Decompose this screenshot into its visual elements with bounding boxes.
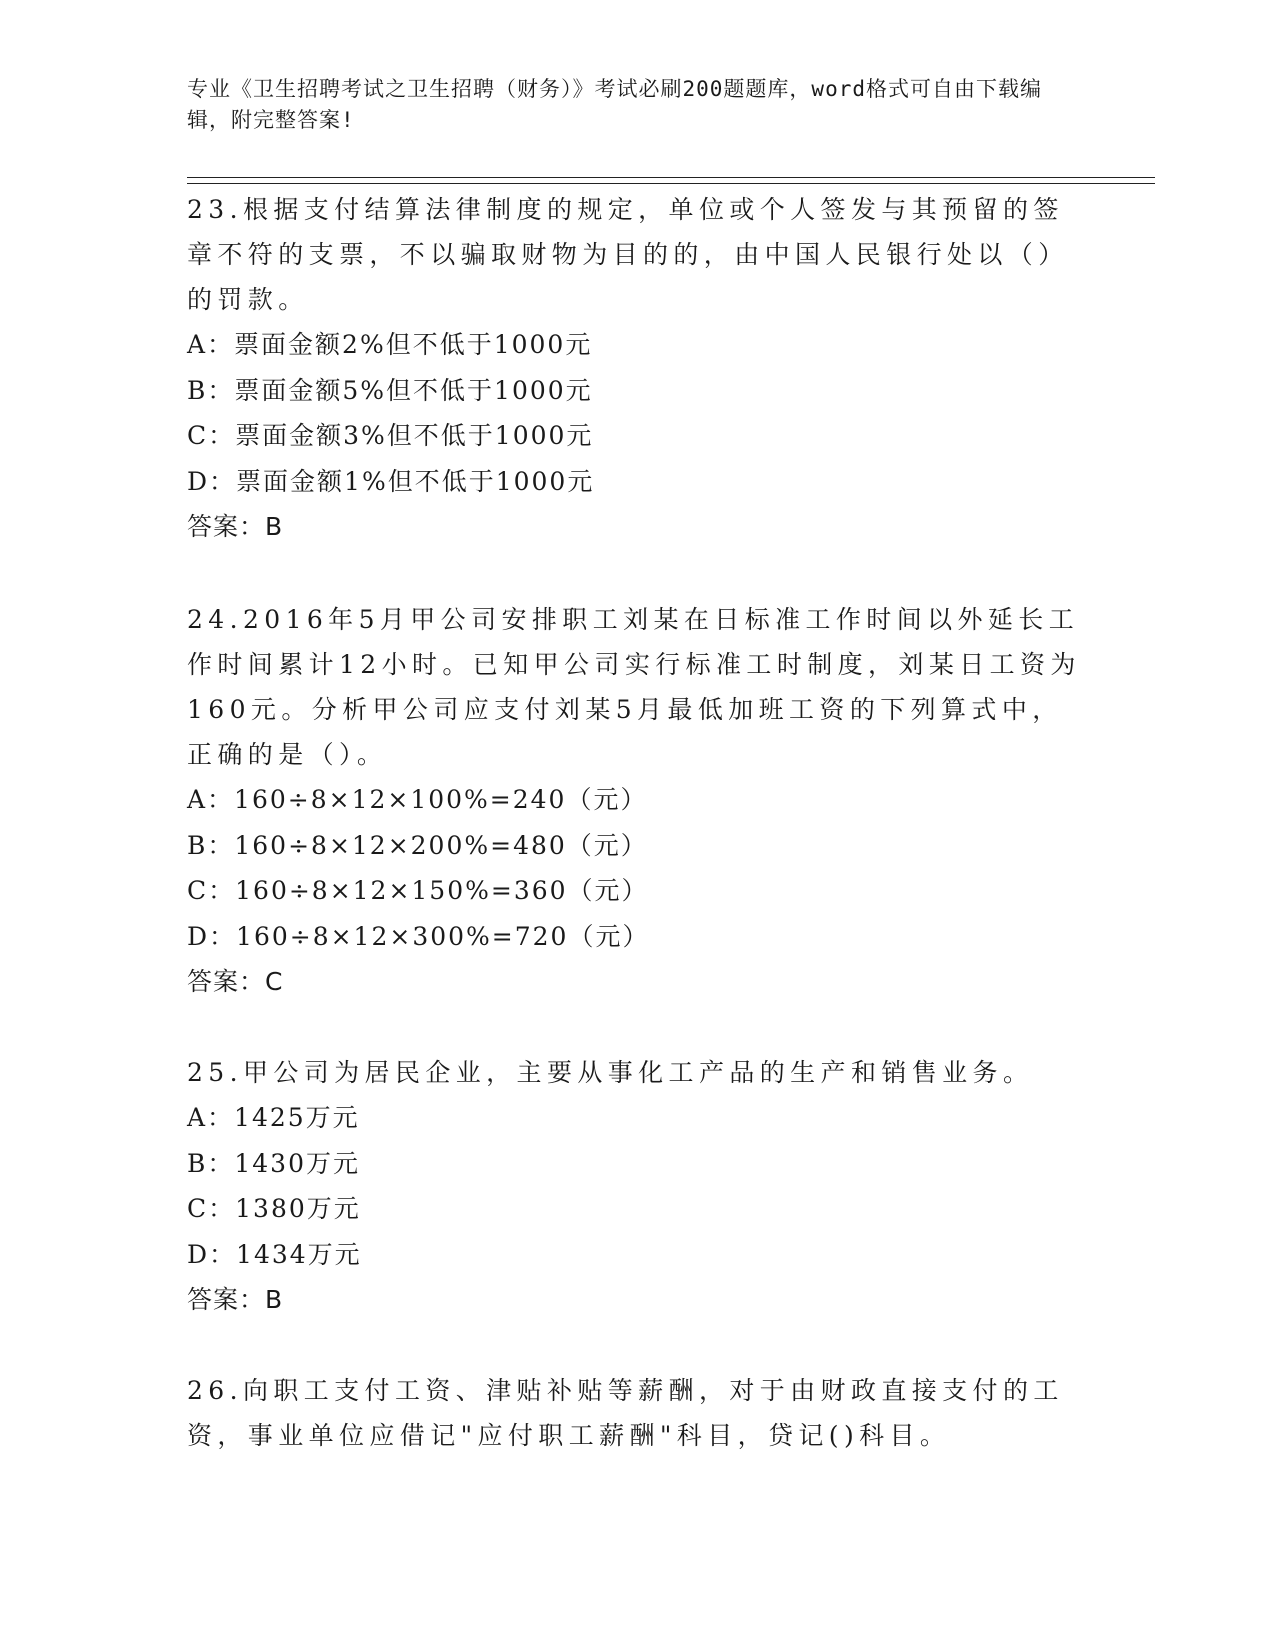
answer-label: 答案：B (187, 1285, 284, 1314)
option-d: D：1434万元 (187, 1239, 362, 1269)
option-b: B：160÷8×12×200%=480（元） (187, 830, 648, 860)
option-c: C：1380万元 (187, 1194, 361, 1223)
option-a: A：1425万元 (187, 1103, 360, 1132)
question-stem: 25.甲公司为居民企业，主要从事化工产品的生产和销售业务。 (187, 1058, 1034, 1087)
header-divider-top (187, 177, 1155, 178)
question-26 (187, 1368, 1087, 1458)
option-a: A：160÷8×12×100%=240（元） (187, 785, 648, 814)
option-a: A：票面金额2%但不低于1000元 (187, 330, 593, 359)
document-header: 专业《卫生招聘考试之卫生招聘（财务）》考试必刷200题题库，word格式可自由下载编辑，附完整答案! (187, 77, 1042, 132)
header-divider-bottom (187, 183, 1155, 184)
option-c: C：160÷8×12×150%=360（元） (187, 876, 649, 905)
question-24 (187, 597, 1087, 1004)
answer-label: 答案：B (187, 512, 284, 541)
option-b: B：1430万元 (187, 1148, 360, 1178)
question-25 (187, 1050, 1087, 1322)
option-c: C：票面金额3%但不低于1000元 (187, 421, 594, 450)
question-stem: 23.根据支付结算法律制度的规定，单位或个人签发与其预留的签章不符的支票，不以骗取财物为目的的，由中国人民银行处以（）的罚款。 (187, 195, 1069, 314)
option-d: D：票面金额1%但不低于1000元 (187, 466, 595, 496)
question-stem: 24.2016年5月甲公司安排职工刘某在日标准工作时间以外延长工作时间累计12小时。已知甲公司实行标准工时制度，刘某日工资为160元。分析甲公司应支付刘某5月最低加班工资的下列算式中，正确的是（）。 (187, 605, 1081, 769)
question-stem: 26.向职工支付工资、津贴补贴等薪酬，对于由财政直接支付的工资，事业单位应借记"应付职工薪酬"科目，贷记()科目。 (187, 1376, 1064, 1450)
option-d: D：160÷8×12×300%=720（元） (187, 921, 650, 951)
question-23 (187, 187, 1087, 549)
answer-label: 答案：C (187, 967, 284, 996)
option-b: B：票面金额5%但不低于1000元 (187, 375, 593, 405)
